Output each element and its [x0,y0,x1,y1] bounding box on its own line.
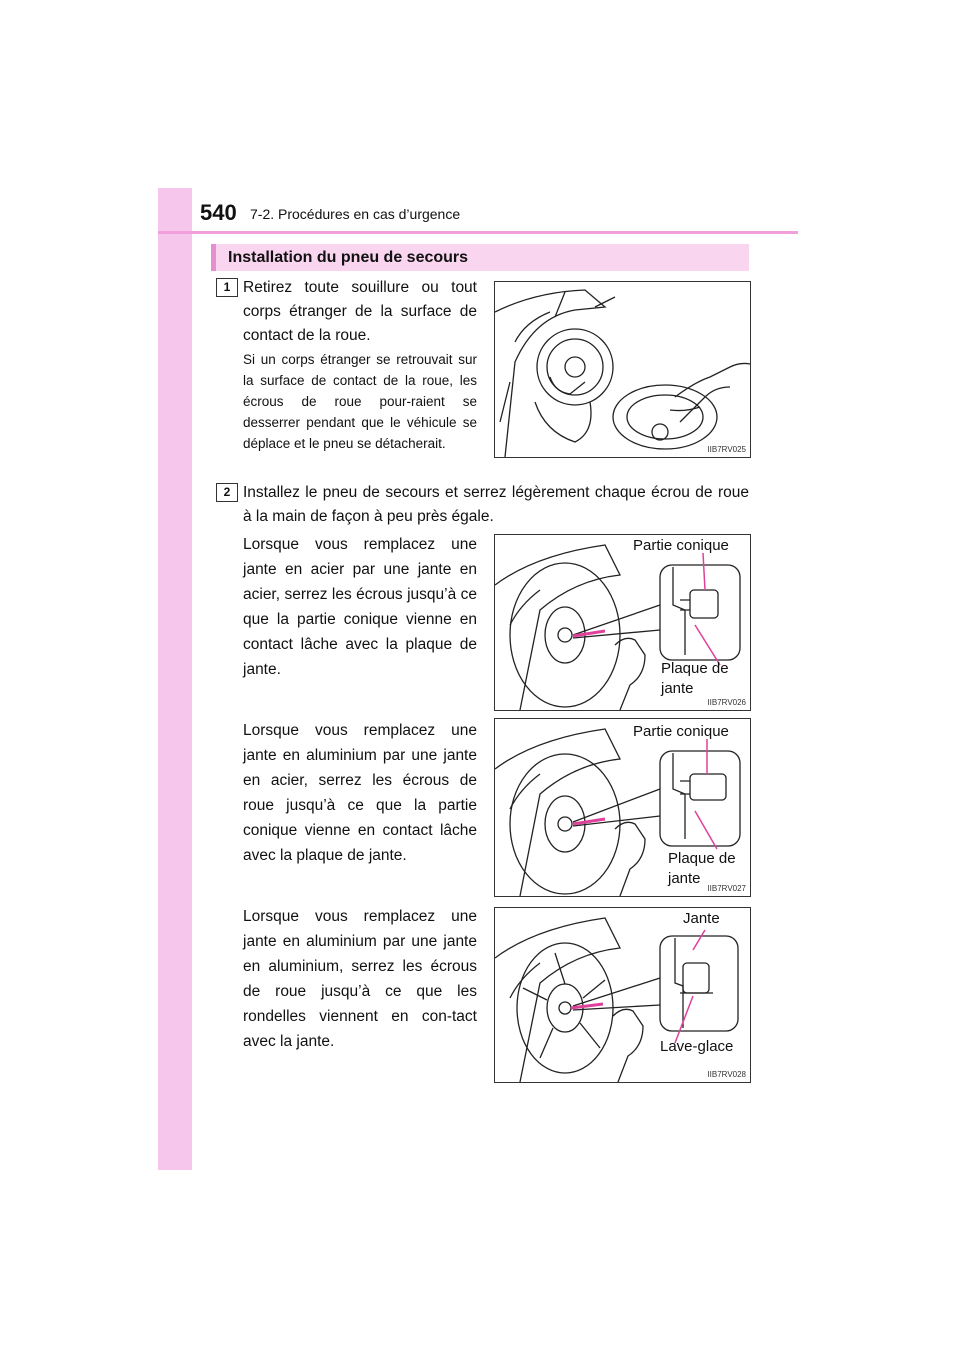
label-wheel-plate: Plaque de jante [668,850,736,887]
label-washer: Lave-glace [660,1038,734,1055]
figure-alu-steel [494,718,751,897]
figure-code: IIB7RV028 [707,1070,746,1079]
case-steel-steel-text: Lorsque vous remplacez une jante en acier par une jante en acier, serrez les écrous jusqu’à ce que la partie conique vienne en contact lâche avec la plaque de jante. [243,536,477,678]
label-conical-part: Partie conique [633,537,729,554]
label-wheel-plate: Plaque de jante [661,660,729,697]
section-title: Installation du pneu de secours [228,249,469,266]
figure-alu-alu [494,907,751,1083]
figure-code: IIB7RV025 [707,445,746,454]
page-number: 540 [200,200,237,225]
alu-alu-illustration [495,908,750,1082]
section-heading-bar [211,244,749,271]
step-1-text: Retirez toute souillure ou tout corps étranger de la surface de contact de la roue. [243,279,477,344]
step-1-note: Si un corps étranger se retrouvait sur la surface de contact de la roue, les écrous de roue pour-raient se desserrer pendant que le véhicule se déplace et le pneu se détacherait. [243,352,477,451]
figure-code: IIB7RV026 [707,698,746,707]
case-alu-alu-text: Lorsque vous remplacez une jante en aluminium par une jante en aluminium, serrez les écrous de roue jusqu’à ce que les rondelles viennent en con-tact avec la jante. [243,908,477,1050]
step-1-badge: 1 [216,278,238,297]
chapter-title: 7-2. Procédures en cas d’urgence [250,206,461,222]
chapter-tab-strip [158,188,192,1170]
step-2-text: Installez le pneu de secours et serrez légèrement chaque écrou de roue à la main de façon à peu près égale. [243,484,749,525]
step-2-badge: 2 [216,483,238,502]
figure-code: IIB7RV027 [707,884,746,893]
label-conical-part: Partie conique [633,723,729,740]
label-rim: Jante [683,910,720,927]
clean-hub-illustration [495,282,750,457]
figure-steel-steel [494,534,751,711]
figure-clean-hub [494,281,751,458]
header-rule [158,231,798,234]
case-alu-steel-text: Lorsque vous remplacez une jante en aluminium par une jante en acier, serrez les écrous de roue jusqu’à ce que la partie conique vienne en contact lâche avec la plaque de jante. [243,722,477,864]
